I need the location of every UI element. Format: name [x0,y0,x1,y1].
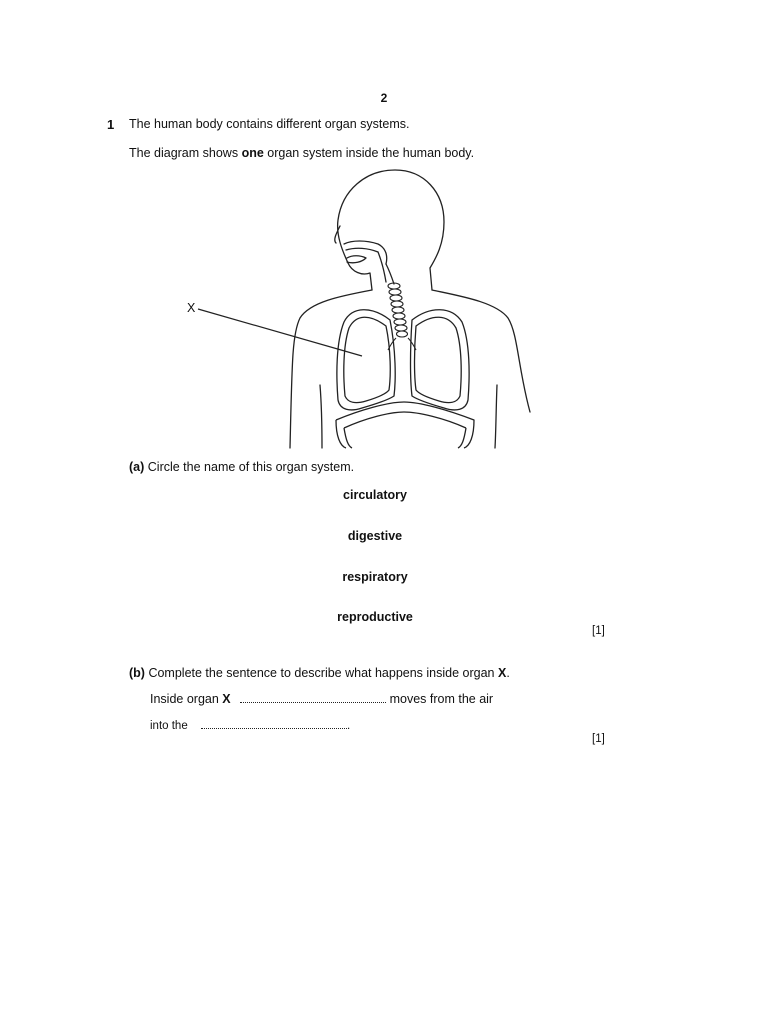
part-a-prompt [129,460,354,474]
option-circulatory[interactable]: circulatory [343,488,407,502]
mouth [347,256,366,263]
caption-emphasis: one [241,146,264,160]
part-a-marks: [1] [592,625,605,637]
sentence-end: . [346,720,351,732]
part-a-text: Circle the name of this organ system. [147,460,355,474]
part-b-sentence-line-2 [150,717,350,732]
part-b-text-end: . [506,666,510,680]
label-pointer-line [198,309,362,356]
option-digestive[interactable]: digestive [347,529,403,543]
diagram-label-x: X [187,301,196,315]
sentence-continuation: into the [150,720,188,732]
sentence-start: Inside organ [150,692,223,706]
question-number: 1 [107,117,115,132]
torso-outline [290,290,372,448]
part-b-organ: X [497,666,507,680]
answer-blank-1[interactable] [240,691,386,703]
caption-text-end: organ system inside the human body. [263,146,475,160]
part-b-sentence-line-1 [150,691,493,706]
option-reproductive[interactable]: reproductive [337,610,413,624]
answer-blank-2[interactable] [201,717,347,729]
part-a-label: (a) [129,460,145,474]
trachea [388,283,416,350]
part-b-prompt [129,666,510,680]
part-b-marks: [1] [592,733,605,745]
part-b-text: Complete the sentence to describe what happens inside organ [148,666,498,680]
head-outline [338,170,444,290]
part-b-label: (b) [129,666,145,680]
nasal-cavity [344,241,387,264]
page-number: 2 [380,91,388,105]
left-lung [337,310,395,410]
sentence-middle: moves from the air [386,692,494,706]
option-respiratory[interactable]: respiratory [342,570,408,584]
caption-text: The diagram shows [129,146,242,160]
sentence-organ: X [222,692,231,706]
question-intro: The human body contains different organ systems. [129,117,410,131]
